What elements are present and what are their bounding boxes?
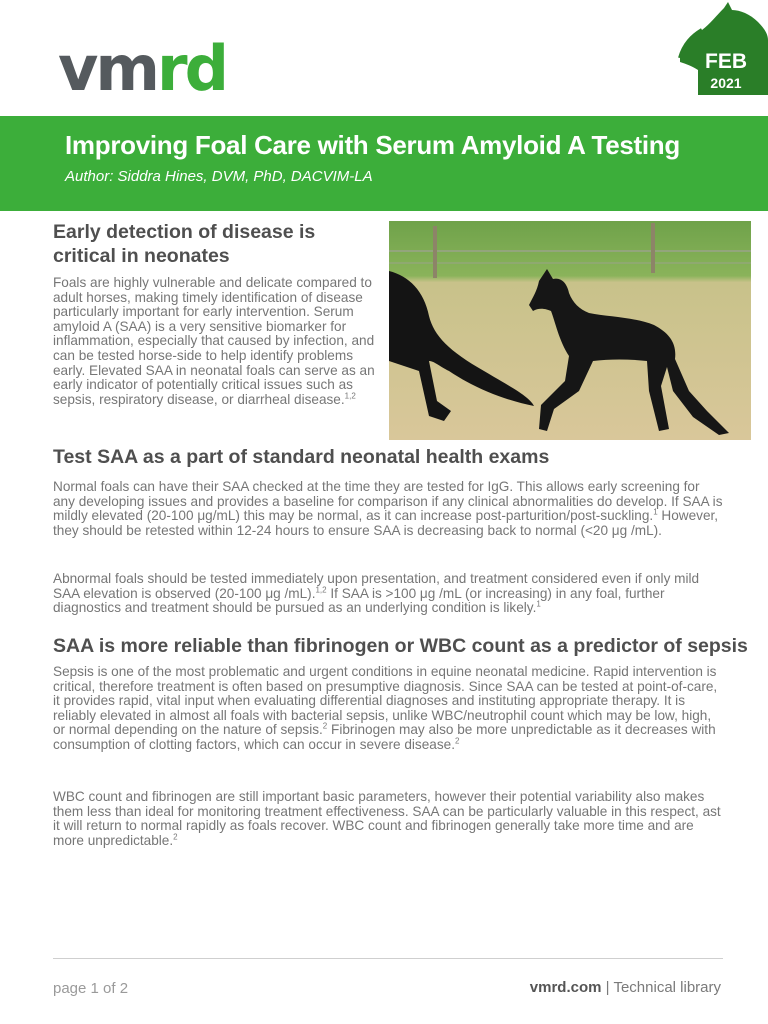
issue-month: FEB [705, 50, 747, 73]
site-link[interactable]: vmrd.com [529, 979, 602, 996]
section2-heading: Test SAA as a part of standard neonatal health exams [53, 446, 550, 468]
footer-divider [53, 958, 723, 959]
footer-links [530, 979, 721, 996]
logo-text-green: rd [157, 32, 226, 105]
section3-heading: SAA is more reliable than fibrinogen or WBC count as a predictor of sepsis [53, 635, 748, 657]
vmrd-logo [58, 30, 228, 108]
section3-paragraph-2: WBC count and fibrinogen are still important basic parameters, however their potential variability also makes them less than ideal for monitoring treatment effectiveness. SAA can be particularly valuable in this respect, ast it will return to normal rapidly as foals recover. WBC count and fibrinogen generally take more time and are more unpredictable.$^2$ [53, 789, 721, 848]
section1-body: Foals are highly vulnerable and delicate compared to adult horses, making timely identification of disease particularly important for early intervention. Serum amyloid A (SAA) is a very sensitive biomarker for inflammation, especially that caused by infection, and can be tested horse-side to help identify problems early. Elevated SAA in neonatal foals can serve as an early indicator of potentially critical issues such as sepsis, respiratory disease, or diarrheal disease.$^{1,2}$ [53, 275, 375, 407]
footer-separator: | [601, 979, 614, 996]
author-line: Author: Siddra Hines, DVM, PhD, DACVIM-LA [65, 168, 373, 185]
foal-photo [389, 221, 751, 440]
issue-year: 2021 [710, 75, 742, 91]
section2-paragraph-1: Normal foals can have their SAA checked at the time they are tested for IgG. This allows early screening for any developing issues and provides a baseline for comparison if any clinical abnormalities do develop. If SAA is mildly elevated (20-100 μg/mL) this may be normal, as it can increase post-parturition/post-suckling.$^1$ However, they should be retested within 12-24 hours to ensure SAA is decreasing back to normal (<20 μg /mL). [53, 479, 723, 538]
section3-paragraph-1: Sepsis is one of the most problematic and urgent conditions in equine neonatal medicine. Rapid intervention is critical, therefore treatment is often based on presumptive diagnosis. Since SAA can be tested at point-of-care, it provides rapid, vital input when evaluating differential diagnoses and instituting appropriate therapy. It is reliably elevated in almost all foals with bacterial sepsis, unlike WBC/neutrophil count which may be low, high, or normal depending on the nature of sepsis.$^2$ Fibrinogen may also be more unpredictable as it decreases with consumption of clotting factors, which can occur in severe disease.$^2$ [53, 664, 718, 752]
section2-paragraph-2: Abnormal foals should be tested immediately upon presentation, and treatment considered even if only mild SAA elevation is observed (20-100 μg /mL).$^{1,2}$ If SAA is >100 μg /mL (or increasing) in any foal, further diagnostics and treatment should be pursued as an underlying condition is likely.$^1$ [53, 571, 700, 616]
page-title: Improving Foal Care with Serum Amyloid A Testing [65, 130, 680, 160]
library-label: Technical library [613, 979, 721, 996]
logo-text-dark: vm [58, 32, 158, 105]
page-number: page 1 of 2 [53, 980, 129, 997]
section1-heading: Early detection of disease is critical in neonates [53, 221, 316, 267]
title-banner [0, 116, 768, 211]
